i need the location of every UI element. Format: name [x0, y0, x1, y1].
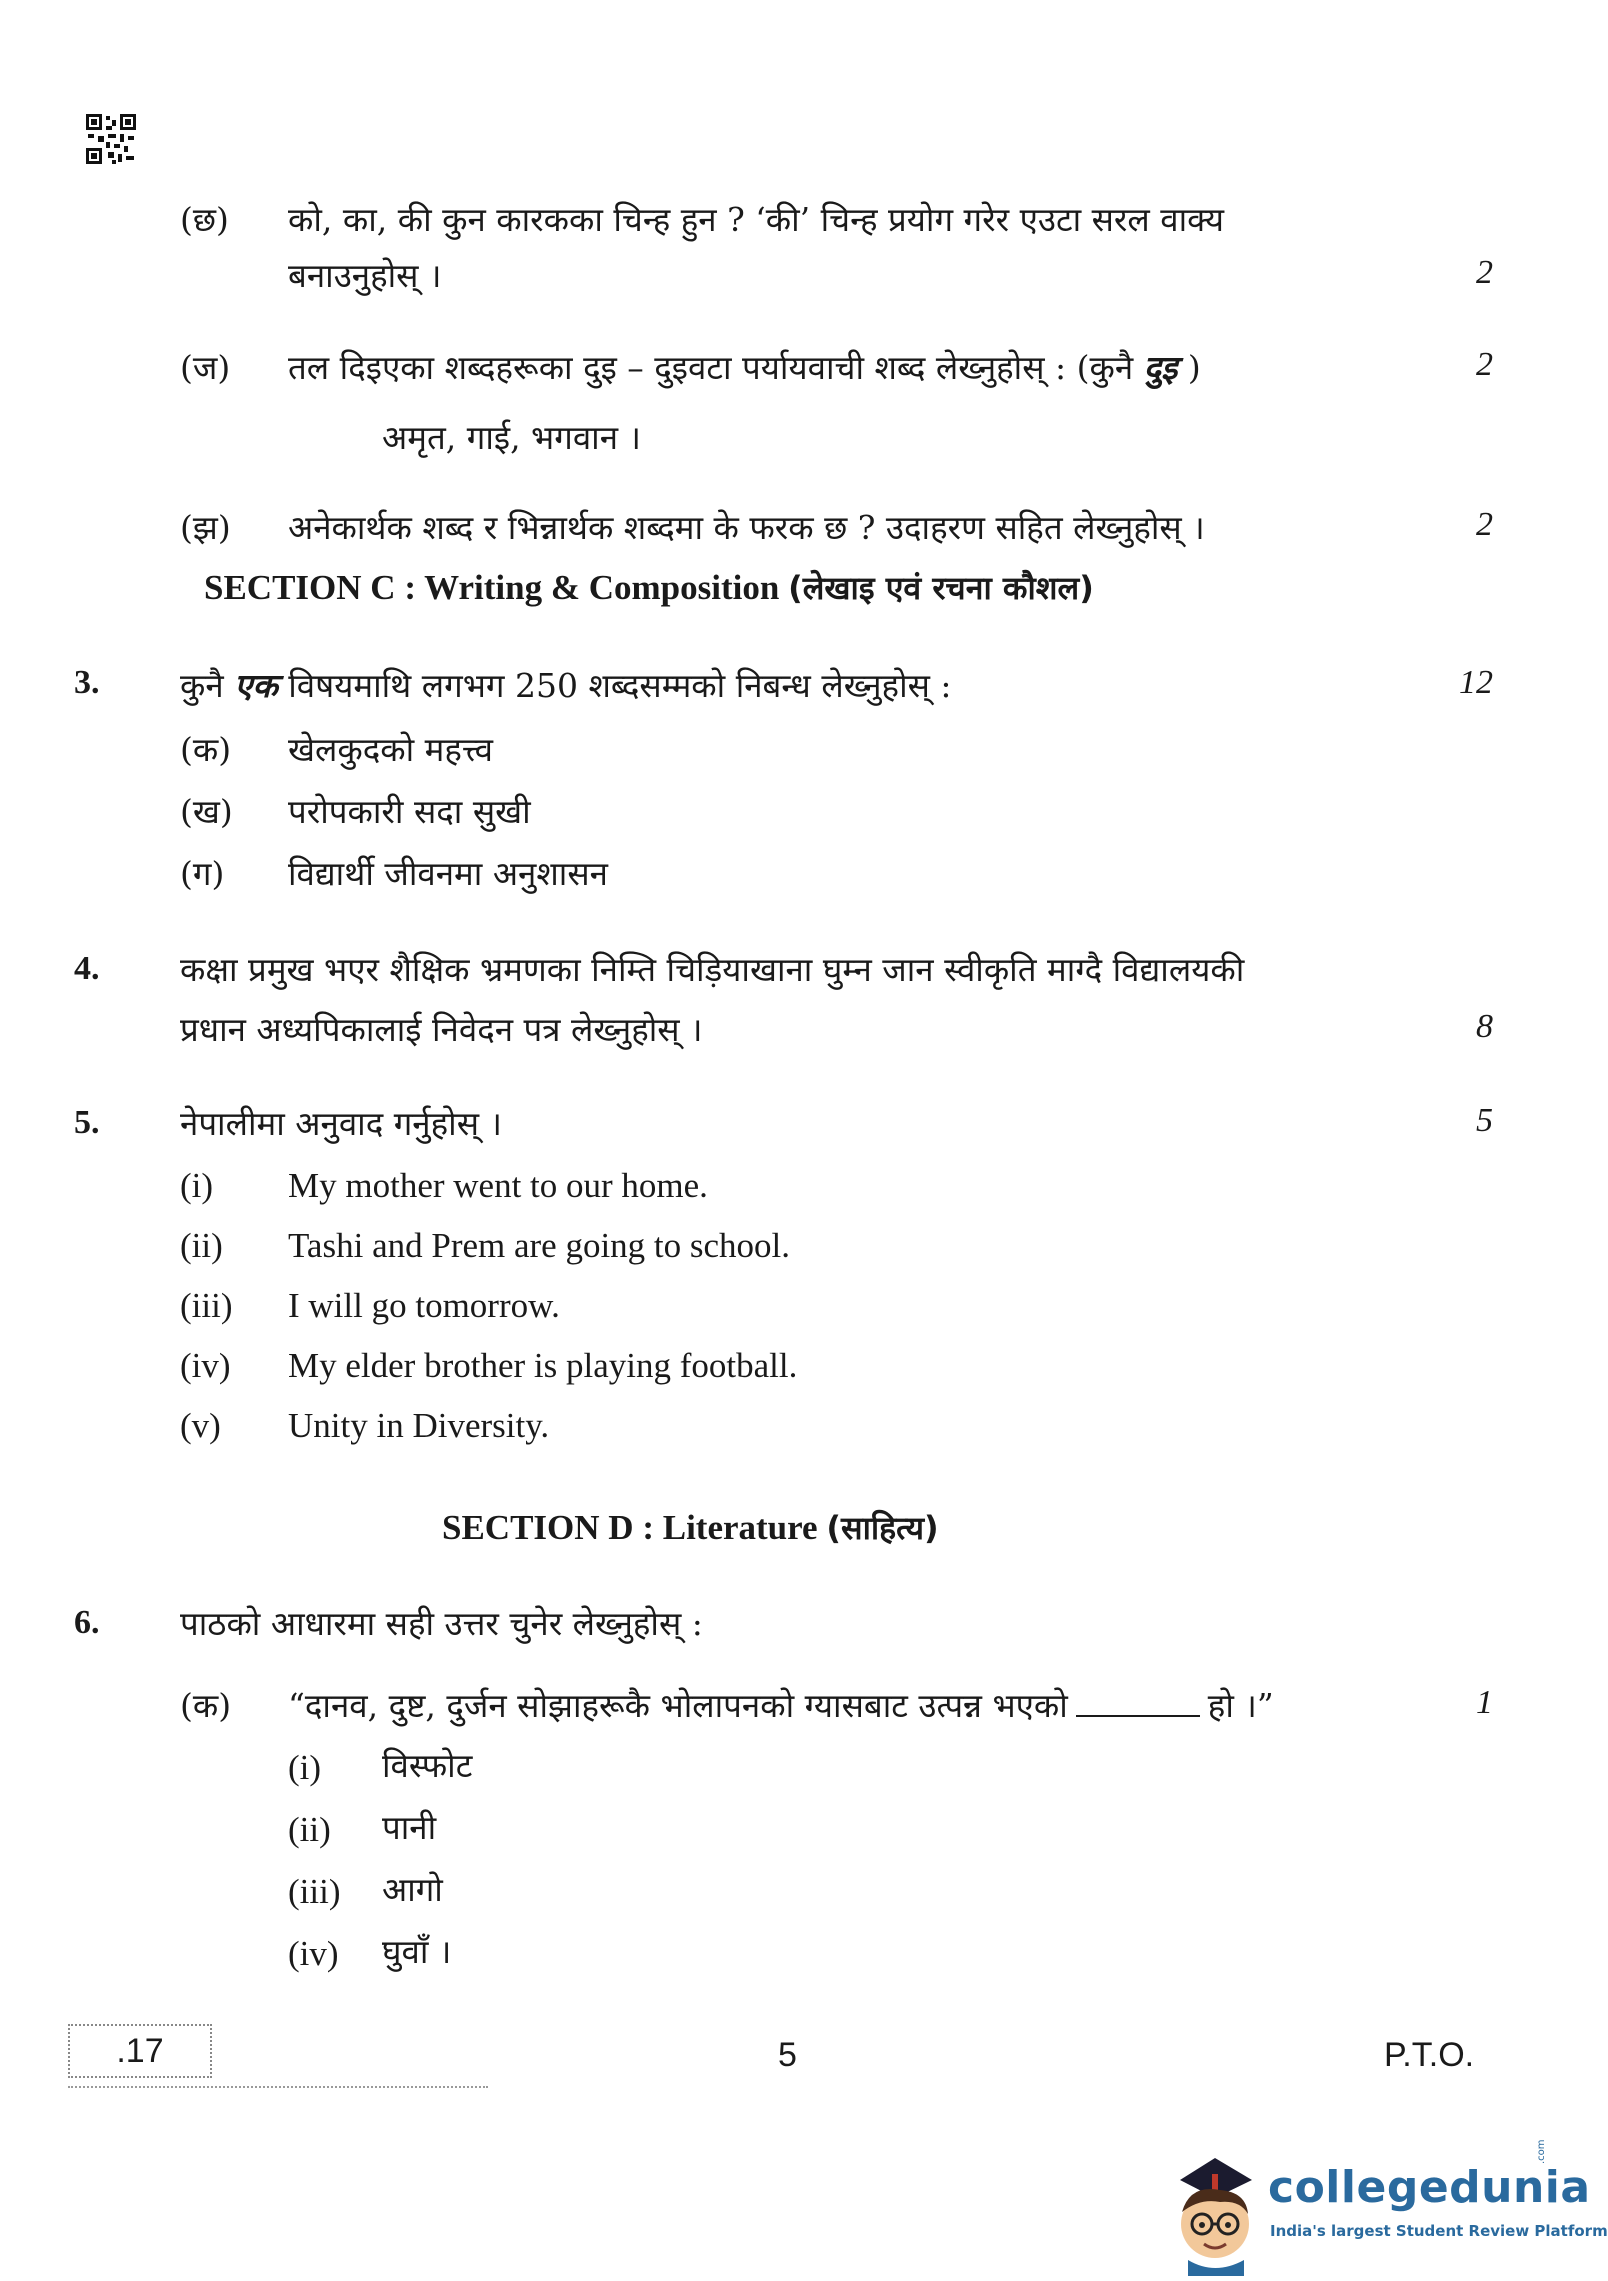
q5-item-label: (iii)	[180, 1286, 233, 1325]
q6-sub-text: “दानव, दुष्ट, दुर्जन सोझाहरूकै भोलापनको ग्यासबाट उत्पन्न भएको हो ।”	[288, 1686, 1274, 1725]
brand-name: collegedunia	[1268, 2162, 1591, 2213]
q4-marks: 8	[1476, 1008, 1493, 1045]
q5-item-text: Tashi and Prem are going to school.	[288, 1226, 791, 1265]
q3-option-label: (ख)	[180, 792, 233, 831]
q5-item-text: My elder brother is playing football.	[288, 1346, 798, 1385]
q6-option-text: विस्फोट	[382, 1746, 473, 1785]
section-d-heading: SECTION D : Literature (साहित्य)	[442, 1508, 939, 1547]
section-c-heading: SECTION C : Writing & Composition (लेखाइ एवं रचना कौशल)	[204, 568, 1094, 607]
q3-option-text: खेलकुदको महत्त्व	[288, 730, 493, 769]
item-chha-marks: 2	[1476, 254, 1493, 291]
q6-option-label: (iii)	[288, 1872, 341, 1911]
item-ja-label: (ज)	[180, 348, 231, 387]
q5-text: नेपालीमा अनुवाद गर्नुहोस् ।	[180, 1104, 503, 1143]
q6-option-label: (ii)	[288, 1810, 331, 1849]
mascot-icon	[1160, 2150, 1270, 2276]
paper-code-box	[68, 2024, 212, 2078]
q6-option-text: घुवाँ ।	[382, 1932, 452, 1971]
q3-text: कुनै एक विषयमाथि लगभग 250 शब्दसम्मको निबन्ध लेख्नुहोस् :	[180, 666, 952, 705]
q5-item-text: My mother went to our home.	[288, 1166, 708, 1205]
pto-label: P.T.O.	[1384, 2036, 1475, 2074]
qr-code	[86, 114, 136, 164]
q3-option-text: परोपकारी सदा सुखी	[288, 792, 531, 831]
q5-item-text: I will go tomorrow.	[288, 1286, 560, 1325]
item-chha-line1: को, का, की कुन कारकका चिन्ह हुन ? ‘की’ चिन्ह प्रयोग गरेर एउटा सरल वाक्य	[288, 200, 1224, 239]
q5-item-label: (iv)	[180, 1346, 231, 1385]
q6-option-text: आगो	[382, 1870, 443, 1909]
item-ja-line1: तल दिइएका शब्दहरूका दुइ – दुइवटा पर्यायवाची शब्द लेख्नुहोस् : (कुनै दुइ )	[288, 348, 1201, 387]
q6-sub-label: (क)	[180, 1686, 232, 1725]
footer-dotted-rule	[68, 2086, 488, 2088]
q3-marks: 12	[1459, 664, 1493, 701]
q4-line1: कक्षा प्रमुख भएर शैक्षिक भ्रमणका निम्ति चिड़ियाखाना घुम्न जान स्वीकृति माग्दै विद्यालयकी	[180, 950, 1245, 989]
item-chha-line2: बनाउनुहोस् ।	[288, 256, 442, 295]
q6-number: 6.	[74, 1604, 100, 1641]
q5-number: 5.	[74, 1104, 100, 1141]
item-chha-label: (छ)	[180, 200, 229, 239]
brand-dotcom: .com	[1536, 2139, 1547, 2164]
q5-item-label: (ii)	[180, 1226, 223, 1265]
item-ja-marks: 2	[1476, 346, 1493, 383]
q6-option-text: पानी	[382, 1808, 437, 1847]
answer-blank	[1076, 1685, 1200, 1717]
q6-text: पाठको आधारमा सही उत्तर चुनेर लेख्नुहोस् :	[180, 1604, 703, 1643]
item-jha-marks: 2	[1476, 506, 1493, 543]
collegedunia-logo	[1160, 2139, 1608, 2276]
item-jha-label: (झ)	[180, 508, 231, 547]
q6-sub-marks: 1	[1476, 1684, 1493, 1721]
q3-option-label: (क)	[180, 730, 232, 769]
q5-item-label: (v)	[180, 1406, 221, 1445]
q5-item-label: (i)	[180, 1166, 214, 1205]
q5-marks: 5	[1476, 1102, 1493, 1139]
q6-option-label: (iv)	[288, 1934, 339, 1973]
brand-tagline: India's largest Student Review Platform	[1270, 2222, 1608, 2240]
q5-item-text: Unity in Diversity.	[288, 1406, 550, 1445]
q3-option-label: (ग)	[180, 854, 225, 893]
q4-line2: प्रधान अध्यपिकालाई निवेदन पत्र लेख्नुहोस् ।	[180, 1010, 703, 1049]
q6-option-label: (i)	[288, 1748, 322, 1787]
q4-number: 4.	[74, 950, 100, 987]
item-jha-line1: अनेकार्थक शब्द र भिन्नार्थक शब्दमा के फरक छ ? उदाहरण सहित लेख्नुहोस् ।	[288, 508, 1205, 547]
q3-option-text: विद्यार्थी जीवनमा अनुशासन	[288, 854, 608, 893]
paper-code: .17	[116, 2032, 164, 2070]
page-number: 5	[778, 2036, 797, 2074]
q3-number: 3.	[74, 664, 100, 701]
item-ja-line2: अमृत, गाई, भगवान ।	[382, 418, 642, 457]
